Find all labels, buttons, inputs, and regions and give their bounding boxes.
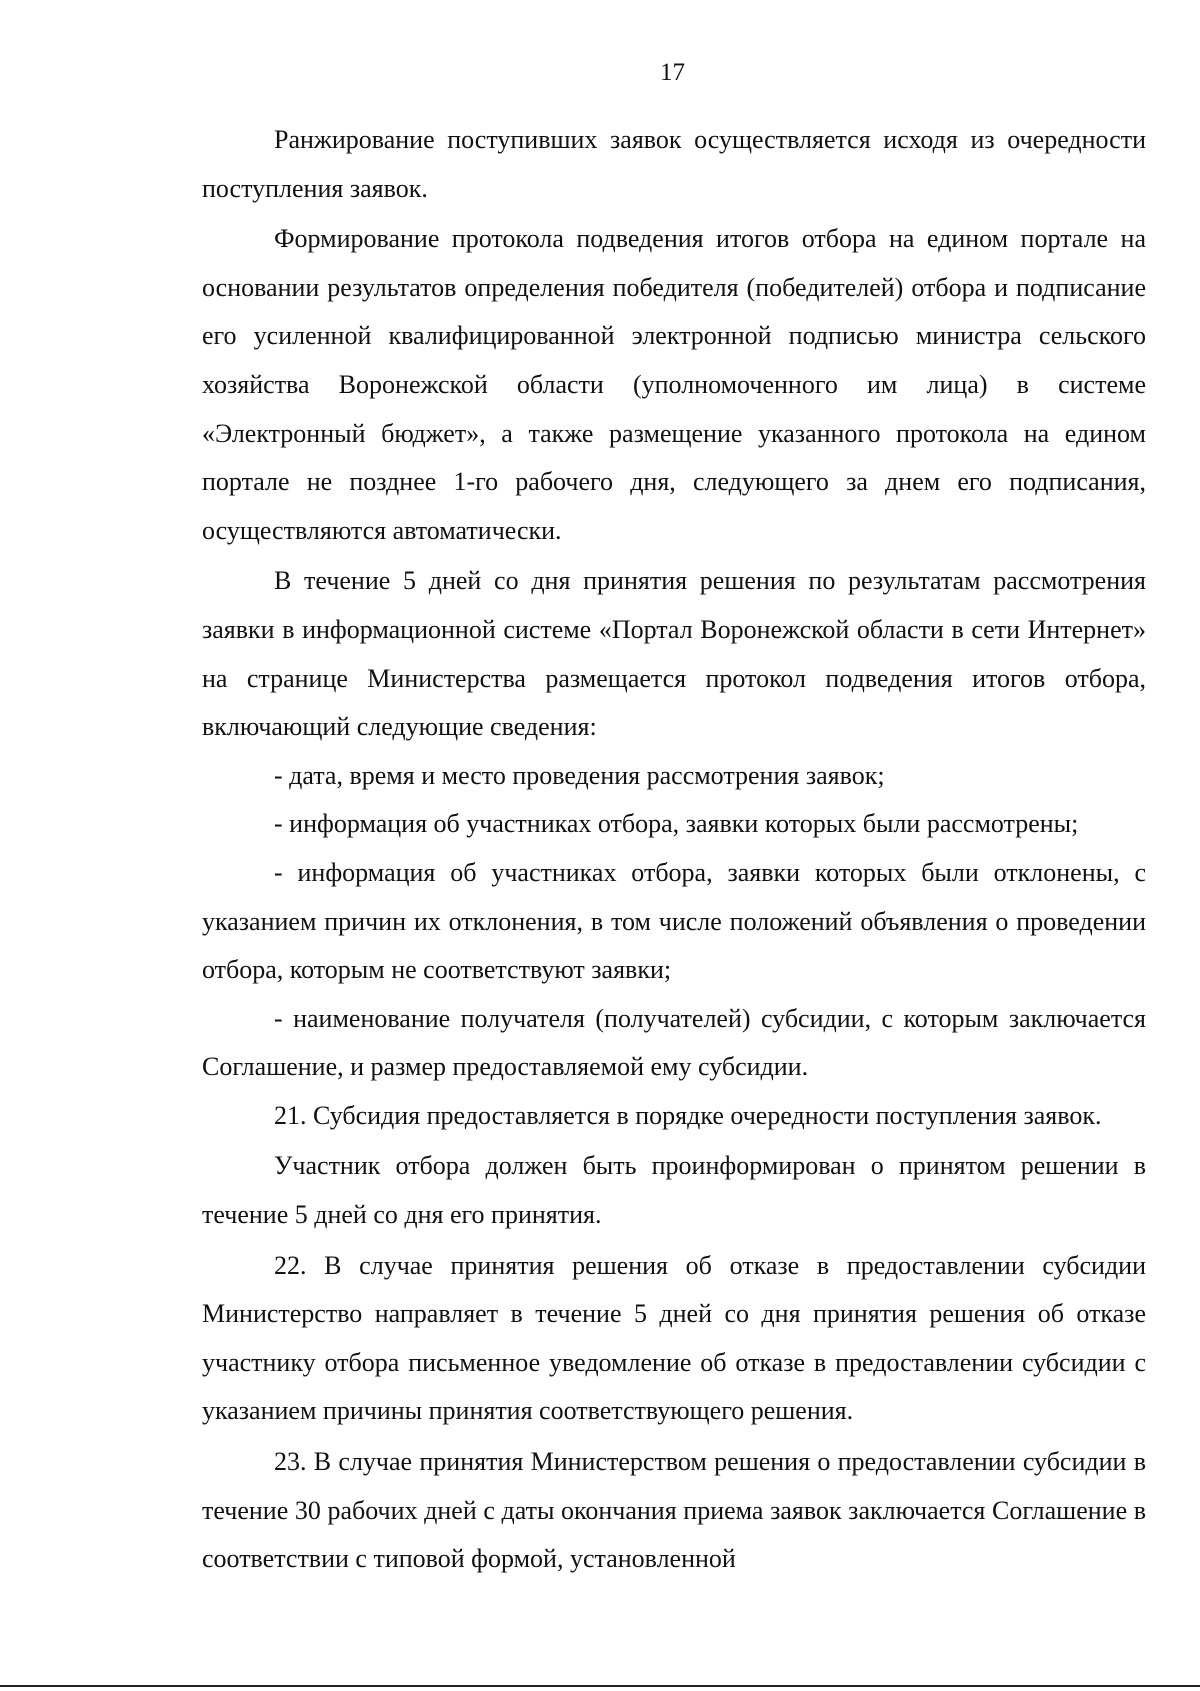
- paragraph-clause-23: 23. В случае принятия Министерством решения о предоставлении субсидии в течение 30 рабочих дней с даты окончания приема заявок заключается Соглашение в соответствии с типовой формой, установленной: [202, 1447, 1146, 1574]
- paragraph-ranking: Ранжирование поступивших заявок осуществляется исходя из очередности поступления заявок.: [202, 125, 1146, 203]
- list-item-rejected-participants: - информация об участниках отбора, заявки которых были отклонены, с указанием причин их отклонения, в том числе положений объявления о проведении отбора, которым не соответствуют заявки;: [202, 857, 1146, 985]
- paragraph-clause-21: 21. Субсидия предоставляется в порядке очередности поступления заявок.: [274, 1100, 1102, 1130]
- paragraph-protocol-forming: Формирование протокола подведения итогов отбора на едином портале на основании результатов определения победителя (победителей) отбора и подписание его усиленной квалифицированной электронной подписью министра сельского хозяйства Воронежской области (уполномоченного им лица) в системе «Электронный бюджет», а также размещение указанного протокола на едином портале не позднее 1-го рабочего дня, следующего за днем его подписания, осуществляются автоматически.: [202, 224, 1146, 545]
- page-number: 17: [660, 59, 685, 86]
- document-body: [202, 116, 1146, 1584]
- page-bottom-divider: [0, 1685, 1200, 1687]
- list-item-date-time-place: - дата, время и место проведения рассмотрения заявок;: [274, 760, 885, 790]
- paragraph-participant-notice: Участник отбора должен быть проинформирован о принятом решении в течение 5 дней со дня его принятия.: [202, 1151, 1146, 1230]
- list-item-reviewed-participants: - информация об участниках отбора, заявки которых были рассмотрены;: [274, 809, 1079, 839]
- paragraph-clause-22: 22. В случае принятия решения об отказе в предоставлении субсидии Министерство направляет в течение 5 дней со дня принятия решения об отказе участнику отбора письменное уведомление об отказе в предоставлении субсидии с указанием причины принятия соответствующего решения.: [202, 1250, 1146, 1426]
- list-item-recipient-name: - наименование получателя (получателей) субсидии, с которым заключается Соглашение, и размер предоставляемой ему субсидии.: [202, 1003, 1146, 1082]
- paragraph-protocol-publication: В течение 5 дней со дня принятия решения по результатам рассмотрения заявки в информационной системе «Портал Воронежской области в сети Интернет» на странице Министерства размещается протокол подведения итогов отбора, включающий следующие сведения:: [202, 566, 1146, 742]
